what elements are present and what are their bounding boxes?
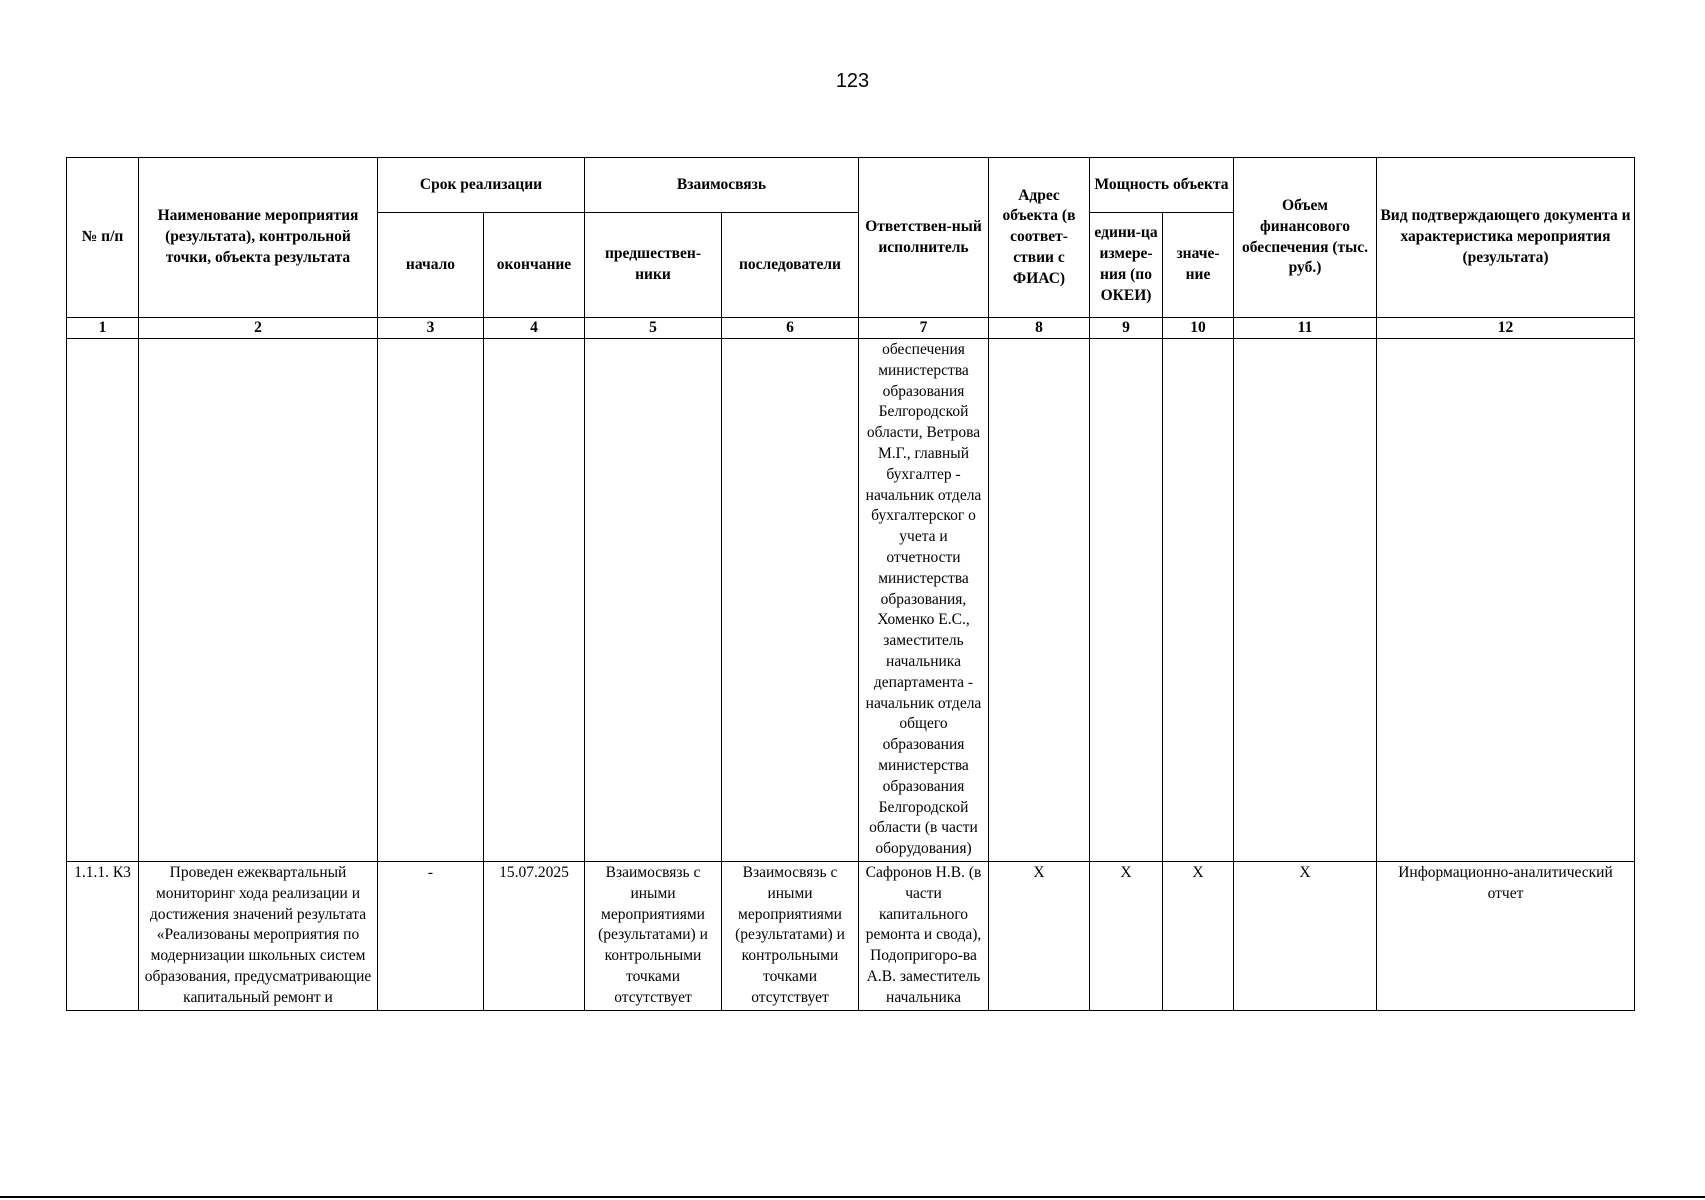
table-row xyxy=(67,861,1635,1010)
header-name: Наименование мероприятия (результата), контрольной точки, объекта результата xyxy=(139,158,378,318)
cell-next xyxy=(722,339,859,862)
header-link: Взаимосвязь xyxy=(585,158,859,213)
header-num: № п/п xyxy=(67,158,139,318)
cell-end: 15.07.2025 xyxy=(484,861,585,1010)
cell-num: 1.1.1. К3 xyxy=(67,861,139,1010)
column-number: 2 xyxy=(139,318,378,339)
header-term-start: начало xyxy=(378,213,484,318)
header-capacity-value: значе-ние xyxy=(1163,213,1234,318)
column-number: 5 xyxy=(585,318,722,339)
header-term-end: окончание xyxy=(484,213,585,318)
column-number: 4 xyxy=(484,318,585,339)
cell-prev xyxy=(585,339,722,862)
column-number: 11 xyxy=(1234,318,1377,339)
cell-value: Х xyxy=(1163,861,1234,1010)
cell-doc xyxy=(1377,339,1635,862)
cell-prev: Взаимосвязь с иными мероприятиями (результатами) и контрольными точками отсутствует xyxy=(585,861,722,1010)
column-number: 3 xyxy=(378,318,484,339)
cell-address xyxy=(989,339,1090,862)
page-number: 123 xyxy=(835,70,870,92)
column-number: 10 xyxy=(1163,318,1234,339)
cell-doc: Информационно-аналитический отчет xyxy=(1377,861,1635,1010)
column-number: 1 xyxy=(67,318,139,339)
cell-start: - xyxy=(378,861,484,1010)
cell-responsible: Сафронов Н.В. (в части капитального ремонта и свода), Подопригоро-ва А.В. заместитель начальника xyxy=(859,861,989,1010)
column-number-row xyxy=(67,318,1635,339)
header-capacity-unit: едини-ца измере-ния (по ОКЕИ) xyxy=(1090,213,1163,318)
cell-num xyxy=(67,339,139,862)
header-capacity: Мощность объекта xyxy=(1090,158,1234,213)
cell-start xyxy=(378,339,484,862)
header-responsible: Ответствен-ный исполнитель xyxy=(859,158,989,318)
header-term: Срок реализации xyxy=(378,158,585,213)
column-number: 12 xyxy=(1377,318,1635,339)
table-row xyxy=(67,339,1635,862)
cell-responsible: обеспечения министерства образования Белгородской области, Ветрова М.Г., главный бухгалтер - начальник отдела бухгалтерског о учета и отчетности министерства образования, Хоменко Е.С., заместитель начальника департамента - начальник отдела общего образования министерства образования Белгородской области (в части оборудования) xyxy=(859,339,989,862)
cell-unit: Х xyxy=(1090,861,1163,1010)
header-address: Адрес объекта (в соответ-ствии с ФИАС) xyxy=(989,158,1090,318)
cell-funding: Х xyxy=(1234,861,1377,1010)
cell-funding xyxy=(1234,339,1377,862)
cell-name xyxy=(139,339,378,862)
column-number: 8 xyxy=(989,318,1090,339)
cell-name: Проведен ежеквартальный мониторинг хода реализации и достижения значений результата «Реализованы мероприятия по модернизации школьных систем образования, предусматривающие капитальный ремонт и xyxy=(139,861,378,1010)
cell-next: Взаимосвязь с иными мероприятиями (результатами) и контрольными точками отсутствует xyxy=(722,861,859,1010)
cell-address: Х xyxy=(989,861,1090,1010)
activities-table xyxy=(66,157,1635,1011)
header-link-prev: предшествен-ники xyxy=(585,213,722,318)
cell-unit xyxy=(1090,339,1163,862)
page-bottom-rule xyxy=(0,1196,1705,1198)
header-doc-type: Вид подтверждающего документа и характеристика мероприятия (результата) xyxy=(1377,158,1635,318)
column-number: 7 xyxy=(859,318,989,339)
column-number: 9 xyxy=(1090,318,1163,339)
cell-value xyxy=(1163,339,1234,862)
header-funding: Объем финансового обеспечения (тыс. руб.) xyxy=(1234,158,1377,318)
column-number: 6 xyxy=(722,318,859,339)
header-link-next: последователи xyxy=(722,213,859,318)
cell-end xyxy=(484,339,585,862)
